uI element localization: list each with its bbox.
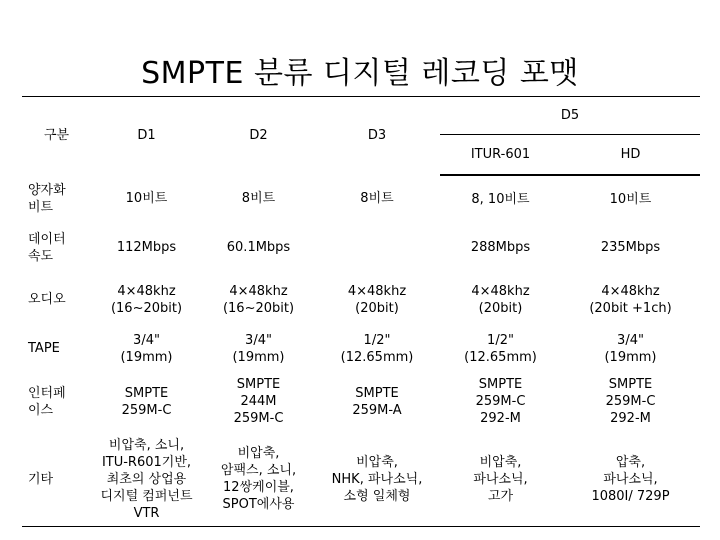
cell-d1: 10비트	[125, 191, 168, 206]
table-row	[22, 371, 700, 433]
row-label: 데이터 속도	[28, 231, 66, 264]
cell-d1: 4×48khz (16~20bit)	[110, 283, 183, 316]
cell-d3: 비압축, NHK, 파나소닉, 소형 일체형	[314, 433, 440, 527]
cell-d1: 비압축, 소니, ITU-R601기반, 최초의 상업용 디지털 컴퍼넌트 VTR	[90, 433, 203, 527]
cell-d5-itur: 1/2" (12.65mm)	[464, 332, 537, 365]
cell-d2: 8비트	[241, 191, 276, 206]
header-d2: D2	[203, 97, 314, 175]
table-row	[22, 175, 700, 223]
cell-d5-itur: 4×48khz (20bit)	[471, 283, 530, 316]
row-label: 오디오	[28, 292, 66, 307]
cell-d3: 1/2" (12.65mm)	[340, 332, 414, 365]
cell-d2: 3/4" (19mm)	[232, 332, 285, 365]
cell-d1: 112Mbps	[116, 240, 177, 255]
cell-d5-hd: 4×48khz (20bit +1ch)	[589, 283, 672, 316]
cell-d1: 3/4" (19mm)	[120, 332, 173, 365]
cell-d5-hd: 235Mbps	[600, 240, 661, 255]
header-d1: D1	[90, 97, 203, 175]
row-label: 기타	[22, 433, 90, 527]
cell-d2: 비압축, 암팩스, 소니, 12쌍케이블, SPOT에사용	[203, 433, 314, 527]
row-label: TAPE	[28, 341, 60, 356]
cell-d3: SMPTE 259M-A	[352, 385, 402, 418]
header-d5-hd: HD	[561, 135, 700, 175]
cell-d3: 4×48khz (20bit)	[347, 283, 407, 316]
header-category: 구분	[22, 97, 90, 175]
row-label: 양자화 비트	[28, 182, 66, 215]
cell-d3	[314, 223, 440, 273]
cell-d3: 8비트	[360, 191, 394, 206]
cell-d2: 4×48khz (16~20bit)	[222, 283, 295, 316]
header-d3: D3	[314, 97, 440, 175]
cell-d5-itur: 8, 10비트	[471, 191, 530, 207]
cell-d2: 60.1Mbps	[226, 240, 291, 255]
row-label: 인터페 이스	[28, 385, 66, 418]
header-d5: D5	[440, 97, 700, 135]
page-title: SMPTE 분류 디지털 레코딩 포맷	[141, 56, 579, 91]
header-d5-itur: ITUR-601	[440, 135, 561, 175]
cell-d2: SMPTE 244M 259M-C	[233, 377, 284, 426]
table-row	[22, 433, 700, 527]
cell-d1: SMPTE 259M-C	[121, 385, 172, 418]
format-table	[22, 96, 700, 527]
table-row	[22, 273, 700, 327]
cell-d5-hd: SMPTE 259M-C 292-M	[605, 377, 656, 426]
cell-d5-hd: 3/4" (19mm)	[604, 332, 657, 365]
cell-d5-itur: 288Mbps	[470, 240, 531, 255]
cell-d5-hd: 압축, 파나소닉, 1080I/ 729P	[561, 433, 700, 527]
cell-d5-itur: 비압축, 파나소닉, 고가	[440, 433, 561, 527]
cell-d5-hd: 10비트	[609, 191, 652, 207]
table-row	[22, 327, 700, 371]
table-row	[22, 223, 700, 273]
cell-d5-itur: SMPTE 259M-C 292-M	[475, 377, 526, 426]
